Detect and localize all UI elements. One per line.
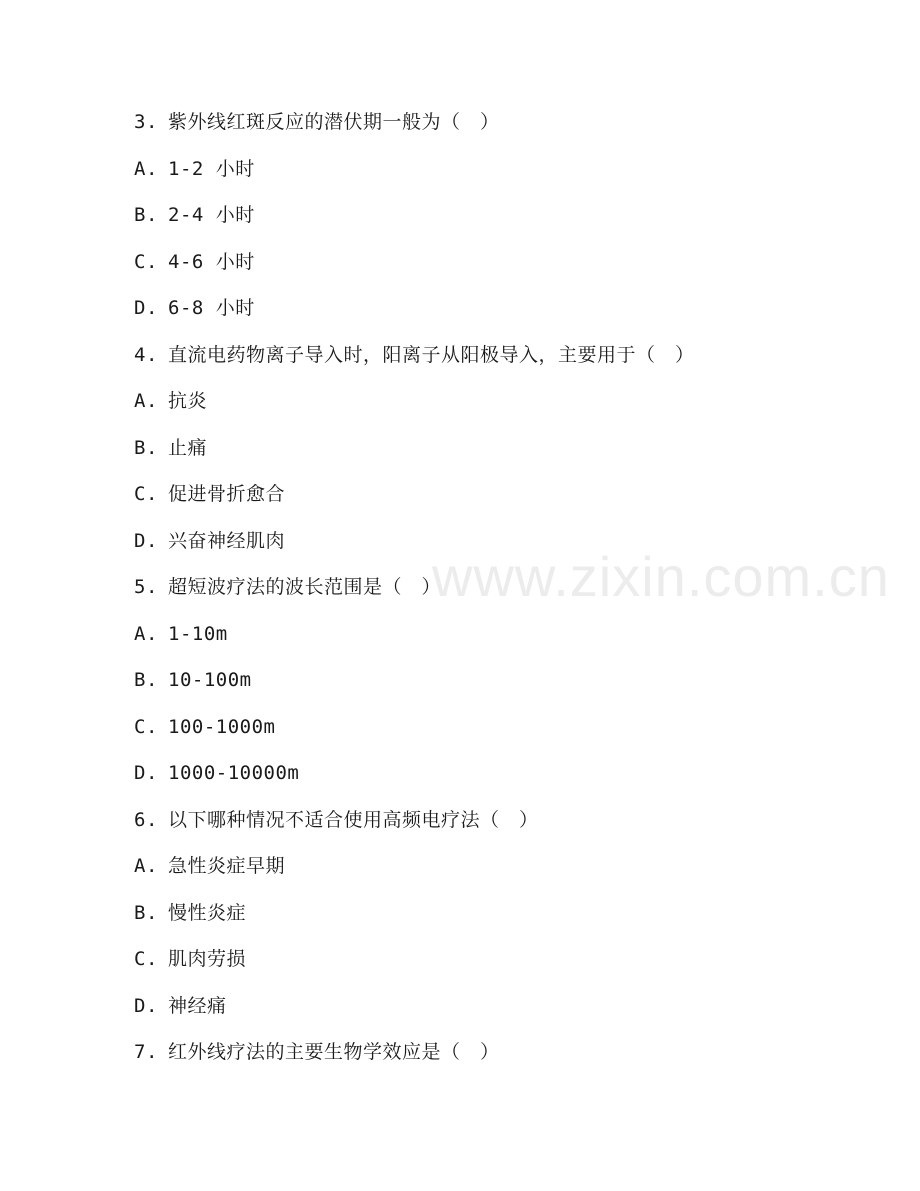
option-text: 神经痛 (168, 994, 227, 1017)
option-b (134, 664, 695, 711)
option-d (134, 525, 695, 572)
question-6 (134, 804, 695, 851)
option-text: 10-100m (168, 669, 252, 691)
question-5 (134, 571, 695, 618)
question-number: 6. (134, 808, 158, 831)
question-3 (134, 106, 695, 153)
question-number: 4. (134, 343, 158, 366)
question-4 (134, 339, 695, 386)
option-text: 100-1000m (168, 715, 276, 738)
option-letter: D. (134, 994, 158, 1017)
option-letter: C. (134, 250, 158, 273)
question-text: 紫外线红斑反应的潜伏期一般为（ ） (168, 111, 500, 133)
option-letter: A. (134, 390, 158, 412)
option-text: 慢性炎症 (168, 901, 247, 924)
question-number: 7. (134, 1041, 158, 1063)
option-a (134, 850, 695, 897)
option-d (134, 292, 695, 339)
option-letter: C. (134, 715, 158, 738)
option-letter: A. (134, 855, 158, 877)
option-b (134, 897, 695, 944)
option-text: 6-8 小时 (168, 297, 255, 319)
option-text: 1000-10000m (168, 762, 300, 784)
option-letter: A. (134, 157, 158, 180)
question-list (134, 106, 695, 1083)
option-letter: D. (134, 762, 158, 784)
option-letter: B. (134, 204, 158, 226)
option-c (134, 711, 695, 758)
option-c (134, 943, 695, 990)
option-a (134, 153, 695, 200)
option-letter: B. (134, 669, 158, 691)
option-c (134, 478, 695, 525)
option-a (134, 618, 695, 665)
option-text: 抗炎 (168, 390, 208, 412)
watermark: www.zixin.com.cn (432, 545, 890, 608)
option-letter: D. (134, 529, 158, 552)
question-text: 直流电药物离子导入时，阳离子从阳极导入，主要用于（ ） (168, 343, 695, 366)
option-text: 2-4 小时 (168, 204, 255, 226)
option-letter: C. (134, 483, 158, 505)
option-d (134, 757, 695, 804)
option-a (134, 385, 695, 432)
question-7 (134, 1036, 695, 1083)
option-text: 1-10m (168, 622, 228, 645)
option-d (134, 990, 695, 1037)
question-text: 超短波疗法的波长范围是（ ） (168, 576, 442, 598)
option-b (134, 199, 695, 246)
option-letter: B. (134, 436, 158, 459)
question-text: 红外线疗法的主要生物学效应是（ ） (168, 1041, 500, 1063)
option-letter: C. (134, 948, 158, 970)
option-text: 兴奋神经肌肉 (168, 529, 286, 552)
option-text: 止痛 (168, 436, 208, 459)
option-text: 4-6 小时 (168, 250, 255, 273)
question-number: 3. (134, 111, 158, 133)
option-c (134, 246, 695, 293)
option-text: 1-2 小时 (168, 157, 255, 180)
option-text: 肌肉劳损 (168, 948, 247, 970)
question-number: 5. (134, 576, 158, 598)
option-text: 急性炎症早期 (168, 855, 286, 877)
question-text: 以下哪种情况不适合使用高频电疗法（ ） (168, 808, 539, 831)
option-letter: B. (134, 901, 158, 924)
option-b (134, 432, 695, 479)
option-text: 促进骨折愈合 (168, 483, 286, 505)
option-letter: A. (134, 622, 158, 645)
option-letter: D. (134, 297, 158, 319)
